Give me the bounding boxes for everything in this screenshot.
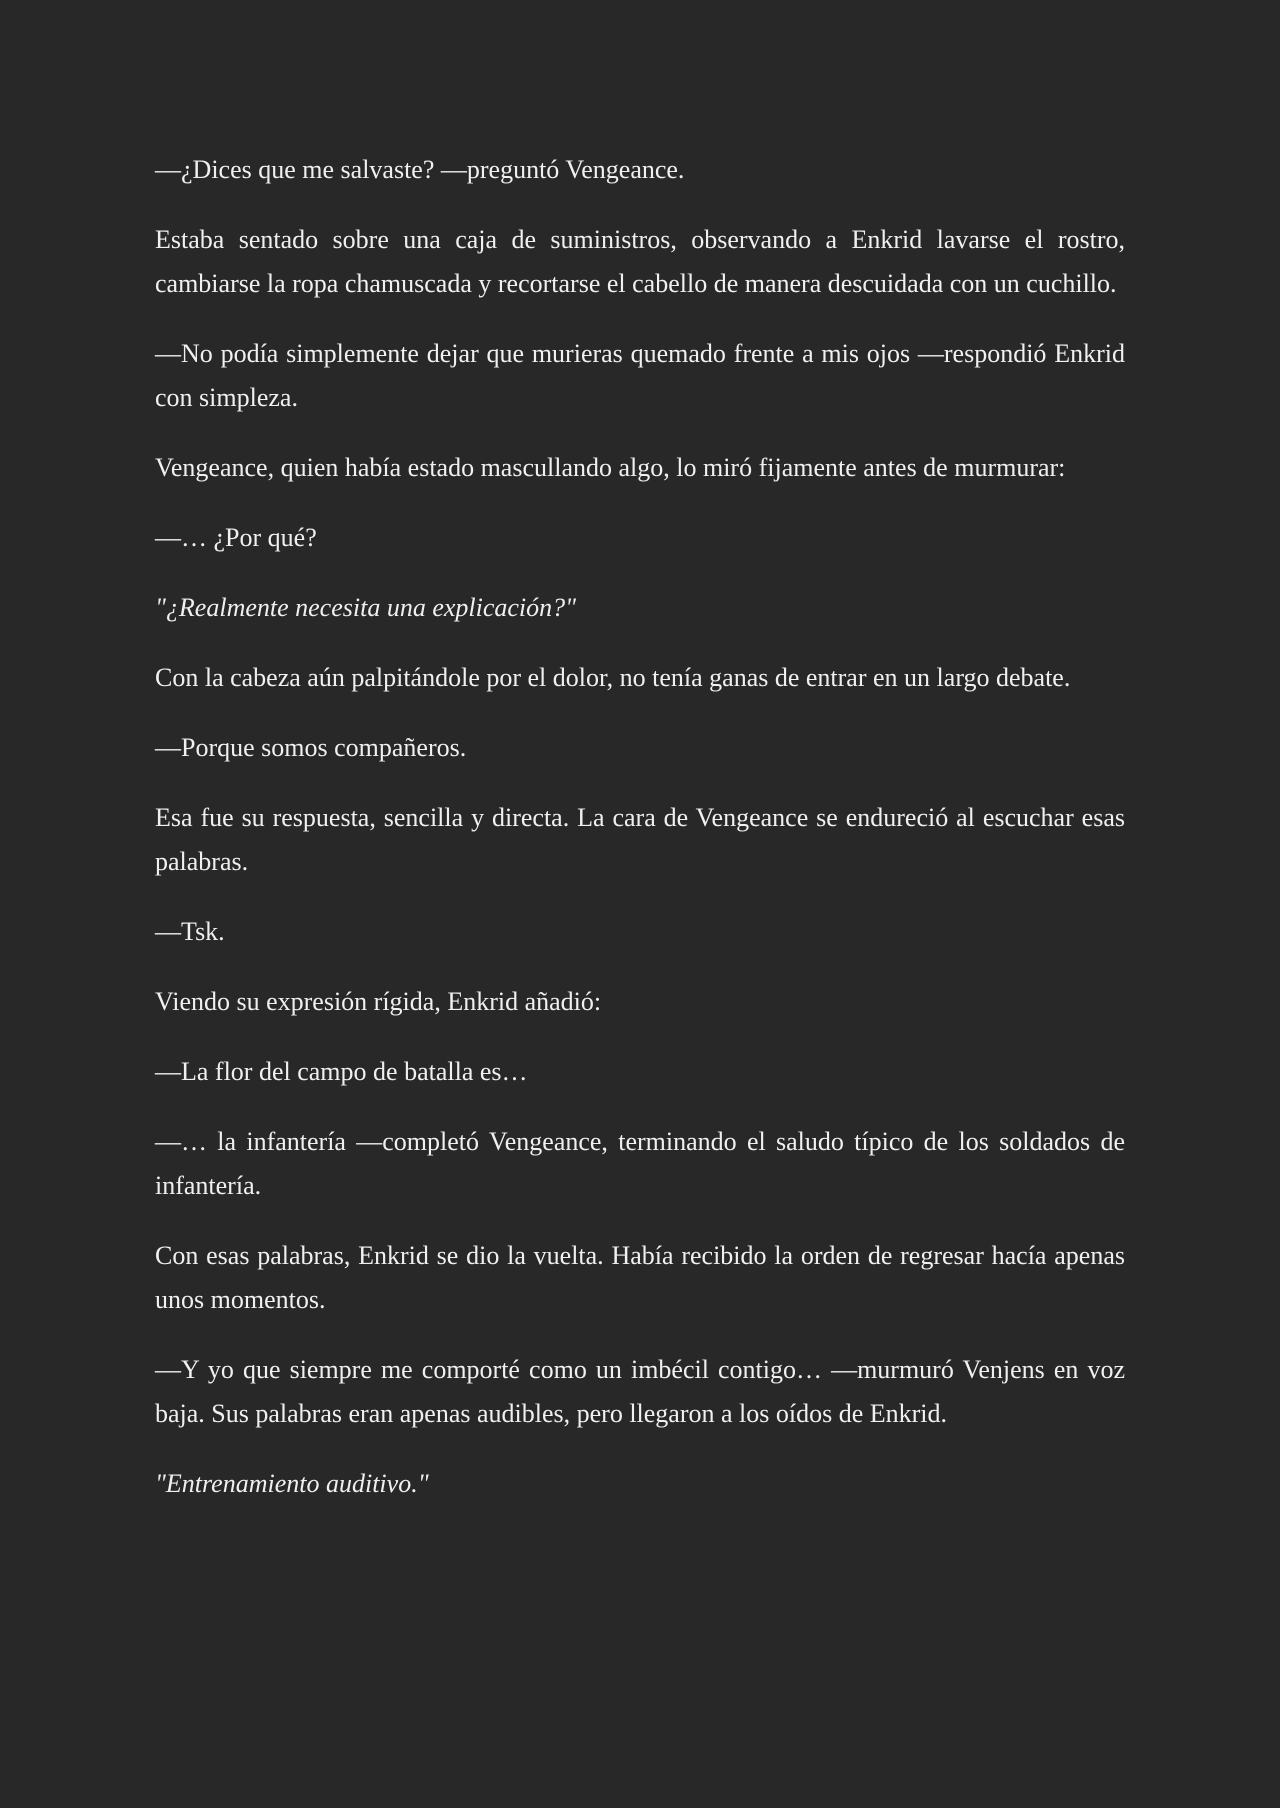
paragraph-9: Esa fue su respuesta, sencilla y directa. La cara de Vengeance se endureció al escuchar esas palabras.	[155, 803, 1125, 876]
paragraph-12: —La flor del campo de batalla es…	[155, 1057, 528, 1086]
paragraph-10: —Tsk.	[155, 917, 225, 946]
paragraph-11: Viendo su expresión rígida, Enkrid añadió:	[155, 987, 602, 1016]
paragraph-14: Con esas palabras, Enkrid se dio la vuelta. Había recibido la orden de regresar hacía apenas unos momentos.	[155, 1241, 1125, 1314]
paragraph-2: Estaba sentado sobre una caja de suministros, observando a Enkrid lavarse el rostro, cambiarse la ropa chamuscada y recortarse el cabello de manera descuidada con un cuchillo.	[155, 225, 1125, 298]
paragraph-16-thought: "Entrenamiento auditivo."	[155, 1469, 429, 1498]
paragraph-13: —… la infantería —completó Vengeance, terminando el saludo típico de los soldados de infantería.	[155, 1127, 1125, 1200]
paragraph-1: —¿Dices que me salvaste? —preguntó Vengeance.	[155, 155, 685, 184]
paragraph-15: —Y yo que siempre me comporté como un imbécil contigo… —murmuró Venjens en voz baja. Sus palabras eran apenas audibles, pero llegaron a los oídos de Enkrid.	[155, 1355, 1125, 1428]
paragraph-7: Con la cabeza aún palpitándole por el dolor, no tenía ganas de entrar en un largo debate.	[155, 663, 1071, 692]
paragraph-3: —No podía simplemente dejar que murieras quemado frente a mis ojos —respondió Enkrid con simpleza.	[155, 339, 1125, 412]
paragraph-4: Vengeance, quien había estado mascullando algo, lo miró fijamente antes de murmurar:	[155, 453, 1066, 482]
paragraph-6-thought: "¿Realmente necesita una explicación?"	[155, 593, 577, 622]
paragraph-5: —… ¿Por qué?	[155, 523, 317, 552]
paragraph-8: —Porque somos compañeros.	[155, 733, 467, 762]
